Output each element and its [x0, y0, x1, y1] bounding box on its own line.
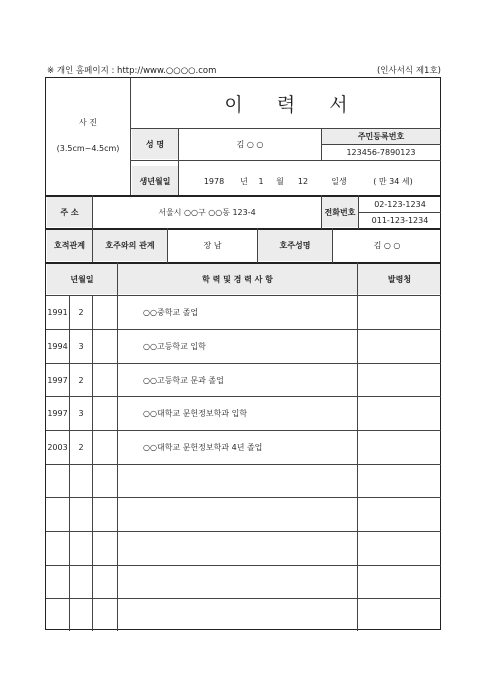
id-label: 주민등록번호 [357, 132, 405, 141]
head-label: 호주성명 [279, 241, 311, 250]
resume-title: 이 력 서 [224, 93, 362, 116]
row-content: ○○대학교 문헌정보학과 입학 [143, 409, 248, 418]
homepage-note: ※ 개인 홈페이지 : http://www.○○○○.com [47, 66, 217, 76]
row-month [70, 498, 92, 531]
row-year: 1997 [47, 375, 68, 385]
relation-value: 장 남 [203, 241, 222, 250]
address-value: 서울시 ○○구 ○○동 123-4 [158, 207, 256, 217]
name-label: 성 명 [145, 139, 165, 149]
head-value: 김 ○ ○ [373, 241, 401, 250]
row-month: 3 [78, 409, 84, 418]
row-year: 1991 [47, 308, 68, 317]
row-year: 1994 [47, 342, 68, 351]
history-date-header: 년월일 [70, 275, 94, 284]
line [92, 295, 93, 631]
row-year [46, 599, 69, 629]
birth-label: 생년월일 [139, 176, 171, 186]
row-month: 3 [78, 342, 84, 351]
row-content [143, 532, 353, 565]
line [357, 262, 358, 631]
resume-form [45, 77, 441, 630]
address-label: 주 소 [60, 207, 79, 217]
row-month [70, 566, 92, 598]
row-year [46, 465, 69, 497]
age-text: ( 만 34 세) [373, 176, 413, 186]
row-month [70, 532, 92, 565]
row-content: ○○대학교 문헌정보학과 4년 졸업 [143, 443, 263, 452]
photo-label: 사 진 [79, 117, 97, 127]
row-content [143, 566, 353, 598]
form-number: (인사서식 제1호) [376, 66, 441, 76]
row-content [143, 465, 353, 497]
row-month: 2 [78, 375, 84, 385]
row-content [143, 498, 353, 531]
row-year [46, 566, 69, 598]
name-value: 김 ○ ○ [236, 139, 264, 149]
photo-size: (3.5cm~4.5cm) [56, 143, 120, 153]
birth-year-unit: 년 [240, 176, 248, 186]
phone-home: 02-123-1234 [374, 200, 426, 209]
birth-year: 1978 [203, 176, 225, 186]
line [117, 262, 118, 631]
row-month [70, 599, 92, 629]
row-content: ○○고등학교 문과 졸업 [143, 375, 224, 385]
birth-day: 12 [297, 176, 309, 186]
history-issuer-header: 발령청 [387, 275, 412, 284]
row-content: ○○고등학교 입학 [143, 342, 206, 351]
row-year [46, 498, 69, 531]
history-content-header: 학 력 및 경 력 사 항 [202, 275, 273, 284]
family-label: 호적관계 [54, 241, 85, 250]
birth-month-unit: 월 [276, 176, 284, 186]
phone-label: 전화번호 [324, 207, 356, 217]
row-month [70, 465, 92, 497]
id-value: 123456-7890123 [346, 148, 416, 157]
relation-label: 호주와의 관계 [105, 241, 155, 250]
row-month: 2 [78, 308, 84, 317]
phone-mobile: 011-123-1234 [371, 216, 429, 225]
row-month: 2 [78, 443, 84, 452]
row-year: 1997 [47, 409, 68, 418]
birth-day-unit: 일생 [331, 176, 347, 186]
line [130, 78, 131, 195]
row-content [143, 599, 353, 629]
row-year [46, 532, 69, 565]
row-content: ○○중학교 졸업 [143, 308, 199, 317]
birth-month: 1 [258, 176, 264, 186]
row-year: 2003 [47, 443, 68, 452]
